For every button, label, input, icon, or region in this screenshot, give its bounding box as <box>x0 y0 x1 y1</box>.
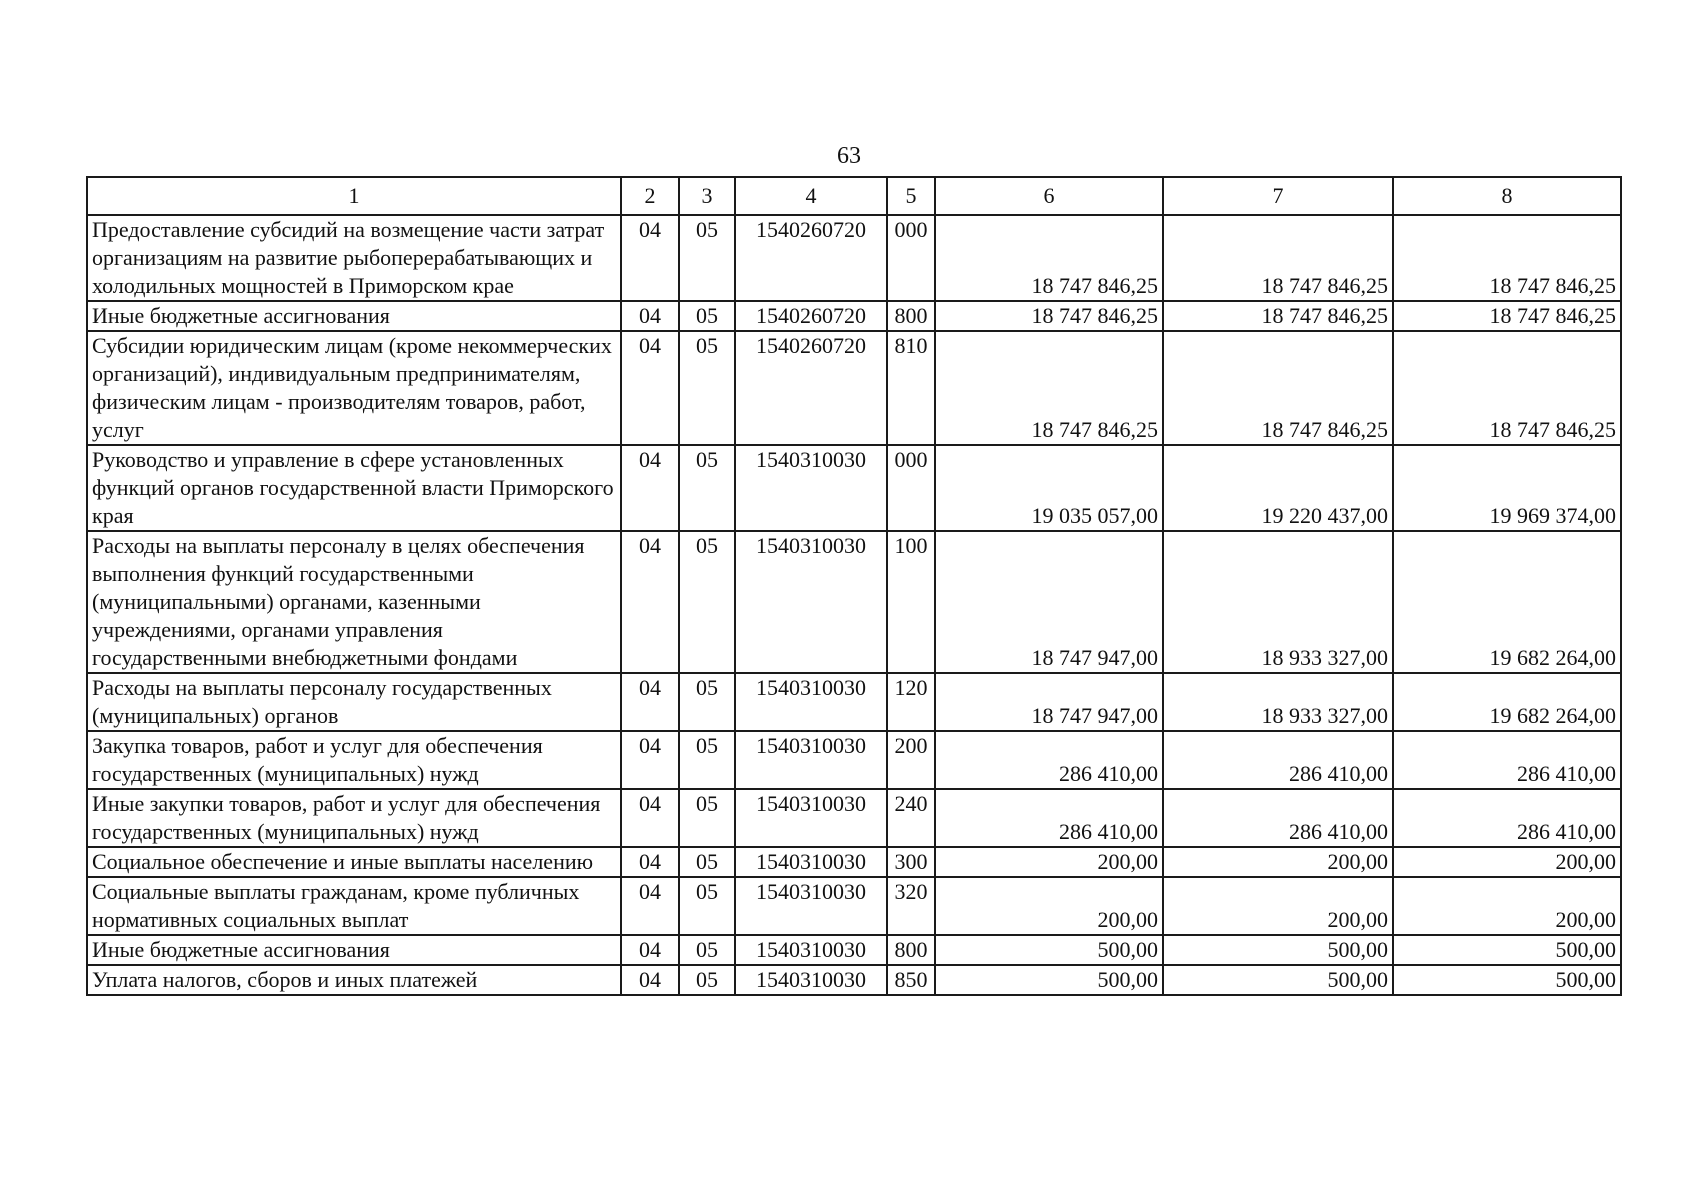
target-article-code: 1540260720 <box>735 215 887 301</box>
target-article-code: 1540310030 <box>735 731 887 789</box>
row-name: Социальное обеспечение и иные выплаты населению <box>87 847 621 877</box>
amount-col-6: 286 410,00 <box>935 789 1163 847</box>
column-header: 4 <box>735 177 887 215</box>
expense-type-code: 320 <box>887 877 935 935</box>
amount-col-7: 18 747 846,25 <box>1163 215 1393 301</box>
amount-col-6: 19 035 057,00 <box>935 445 1163 531</box>
amount-col-8: 500,00 <box>1393 935 1621 965</box>
amount-col-8: 286 410,00 <box>1393 731 1621 789</box>
table-row <box>87 965 1621 995</box>
target-article-code: 1540310030 <box>735 789 887 847</box>
subsection-code: 05 <box>679 673 735 731</box>
table-row <box>87 215 1621 301</box>
header-row <box>87 177 1621 215</box>
row-name: Расходы на выплаты персоналу в целях обеспечения выполнения функций государственными (муниципальными) органами, казенными учреждениями, органами управления государственными внебюджетными фондами <box>87 531 621 673</box>
amount-col-7: 200,00 <box>1163 847 1393 877</box>
amount-col-6: 200,00 <box>935 877 1163 935</box>
expense-type-code: 800 <box>887 935 935 965</box>
amount-col-8: 18 747 846,25 <box>1393 215 1621 301</box>
target-article-code: 1540310030 <box>735 847 887 877</box>
amount-col-8: 500,00 <box>1393 965 1621 995</box>
amount-col-7: 18 747 846,25 <box>1163 331 1393 445</box>
section-code: 04 <box>621 847 679 877</box>
expense-type-code: 120 <box>887 673 935 731</box>
table-row <box>87 445 1621 531</box>
target-article-code: 1540310030 <box>735 877 887 935</box>
section-code: 04 <box>621 331 679 445</box>
amount-col-8: 19 682 264,00 <box>1393 673 1621 731</box>
section-code: 04 <box>621 731 679 789</box>
amount-col-7: 18 933 327,00 <box>1163 673 1393 731</box>
column-header: 7 <box>1163 177 1393 215</box>
expense-type-code: 100 <box>887 531 935 673</box>
row-name: Уплата налогов, сборов и иных платежей <box>87 965 621 995</box>
amount-col-6: 200,00 <box>935 847 1163 877</box>
section-code: 04 <box>621 877 679 935</box>
subsection-code: 05 <box>679 215 735 301</box>
section-code: 04 <box>621 935 679 965</box>
column-header: 5 <box>887 177 935 215</box>
section-code: 04 <box>621 965 679 995</box>
amount-col-6: 18 747 846,25 <box>935 331 1163 445</box>
section-code: 04 <box>621 673 679 731</box>
amount-col-8: 286 410,00 <box>1393 789 1621 847</box>
section-code: 04 <box>621 445 679 531</box>
row-name: Социальные выплаты гражданам, кроме публичных нормативных социальных выплат <box>87 877 621 935</box>
amount-col-7: 18 747 846,25 <box>1163 301 1393 331</box>
table-row <box>87 935 1621 965</box>
column-header: 2 <box>621 177 679 215</box>
row-name: Субсидии юридическим лицам (кроме некоммерческих организаций), индивидуальным предпринимателям, физическим лицам - производителям товаров, работ, услуг <box>87 331 621 445</box>
expense-type-code: 200 <box>887 731 935 789</box>
row-name: Иные закупки товаров, работ и услуг для обеспечения государственных (муниципальных) нужд <box>87 789 621 847</box>
table-row <box>87 877 1621 935</box>
subsection-code: 05 <box>679 877 735 935</box>
amount-col-7: 500,00 <box>1163 935 1393 965</box>
amount-col-8: 19 682 264,00 <box>1393 531 1621 673</box>
section-code: 04 <box>621 531 679 673</box>
column-header: 6 <box>935 177 1163 215</box>
amount-col-8: 18 747 846,25 <box>1393 331 1621 445</box>
subsection-code: 05 <box>679 965 735 995</box>
table-row <box>87 673 1621 731</box>
page-number: 63 <box>837 143 861 169</box>
table-row <box>87 301 1621 331</box>
row-name: Иные бюджетные ассигнования <box>87 935 621 965</box>
target-article-code: 1540310030 <box>735 935 887 965</box>
row-name: Предоставление субсидий на возмещение части затрат организациям на развитие рыбоперерабатывающих и холодильных мощностей в Приморском крае <box>87 215 621 301</box>
expense-type-code: 810 <box>887 331 935 445</box>
target-article-code: 1540310030 <box>735 673 887 731</box>
table-row <box>87 789 1621 847</box>
table-row <box>87 531 1621 673</box>
amount-col-6: 18 747 846,25 <box>935 301 1163 331</box>
table-row <box>87 847 1621 877</box>
subsection-code: 05 <box>679 445 735 531</box>
subsection-code: 05 <box>679 301 735 331</box>
subsection-code: 05 <box>679 531 735 673</box>
subsection-code: 05 <box>679 789 735 847</box>
amount-col-6: 18 747 846,25 <box>935 215 1163 301</box>
table-row <box>87 731 1621 789</box>
expense-type-code: 850 <box>887 965 935 995</box>
amount-col-7: 200,00 <box>1163 877 1393 935</box>
expense-type-code: 000 <box>887 215 935 301</box>
row-name: Расходы на выплаты персоналу государственных (муниципальных) органов <box>87 673 621 731</box>
amount-col-6: 500,00 <box>935 965 1163 995</box>
amount-col-8: 18 747 846,25 <box>1393 301 1621 331</box>
amount-col-8: 200,00 <box>1393 847 1621 877</box>
target-article-code: 1540260720 <box>735 301 887 331</box>
subsection-code: 05 <box>679 731 735 789</box>
column-header: 1 <box>87 177 621 215</box>
subsection-code: 05 <box>679 331 735 445</box>
section-code: 04 <box>621 301 679 331</box>
amount-col-6: 18 747 947,00 <box>935 531 1163 673</box>
subsection-code: 05 <box>679 847 735 877</box>
row-name: Закупка товаров, работ и услуг для обеспечения государственных (муниципальных) нужд <box>87 731 621 789</box>
expense-type-code: 000 <box>887 445 935 531</box>
amount-col-8: 200,00 <box>1393 877 1621 935</box>
row-name: Иные бюджетные ассигнования <box>87 301 621 331</box>
amount-col-6: 286 410,00 <box>935 731 1163 789</box>
target-article-code: 1540260720 <box>735 331 887 445</box>
table-row <box>87 331 1621 445</box>
amount-col-7: 19 220 437,00 <box>1163 445 1393 531</box>
column-header: 8 <box>1393 177 1621 215</box>
amount-col-6: 18 747 947,00 <box>935 673 1163 731</box>
amount-col-8: 19 969 374,00 <box>1393 445 1621 531</box>
subsection-code: 05 <box>679 935 735 965</box>
section-code: 04 <box>621 789 679 847</box>
budget-table <box>86 176 1622 996</box>
expense-type-code: 240 <box>887 789 935 847</box>
amount-col-6: 500,00 <box>935 935 1163 965</box>
target-article-code: 1540310030 <box>735 445 887 531</box>
section-code: 04 <box>621 215 679 301</box>
row-name: Руководство и управление в сфере установленных функций органов государственной власти Приморского края <box>87 445 621 531</box>
amount-col-7: 500,00 <box>1163 965 1393 995</box>
amount-col-7: 286 410,00 <box>1163 731 1393 789</box>
column-header: 3 <box>679 177 735 215</box>
target-article-code: 1540310030 <box>735 531 887 673</box>
expense-type-code: 800 <box>887 301 935 331</box>
target-article-code: 1540310030 <box>735 965 887 995</box>
amount-col-7: 18 933 327,00 <box>1163 531 1393 673</box>
amount-col-7: 286 410,00 <box>1163 789 1393 847</box>
expense-type-code: 300 <box>887 847 935 877</box>
